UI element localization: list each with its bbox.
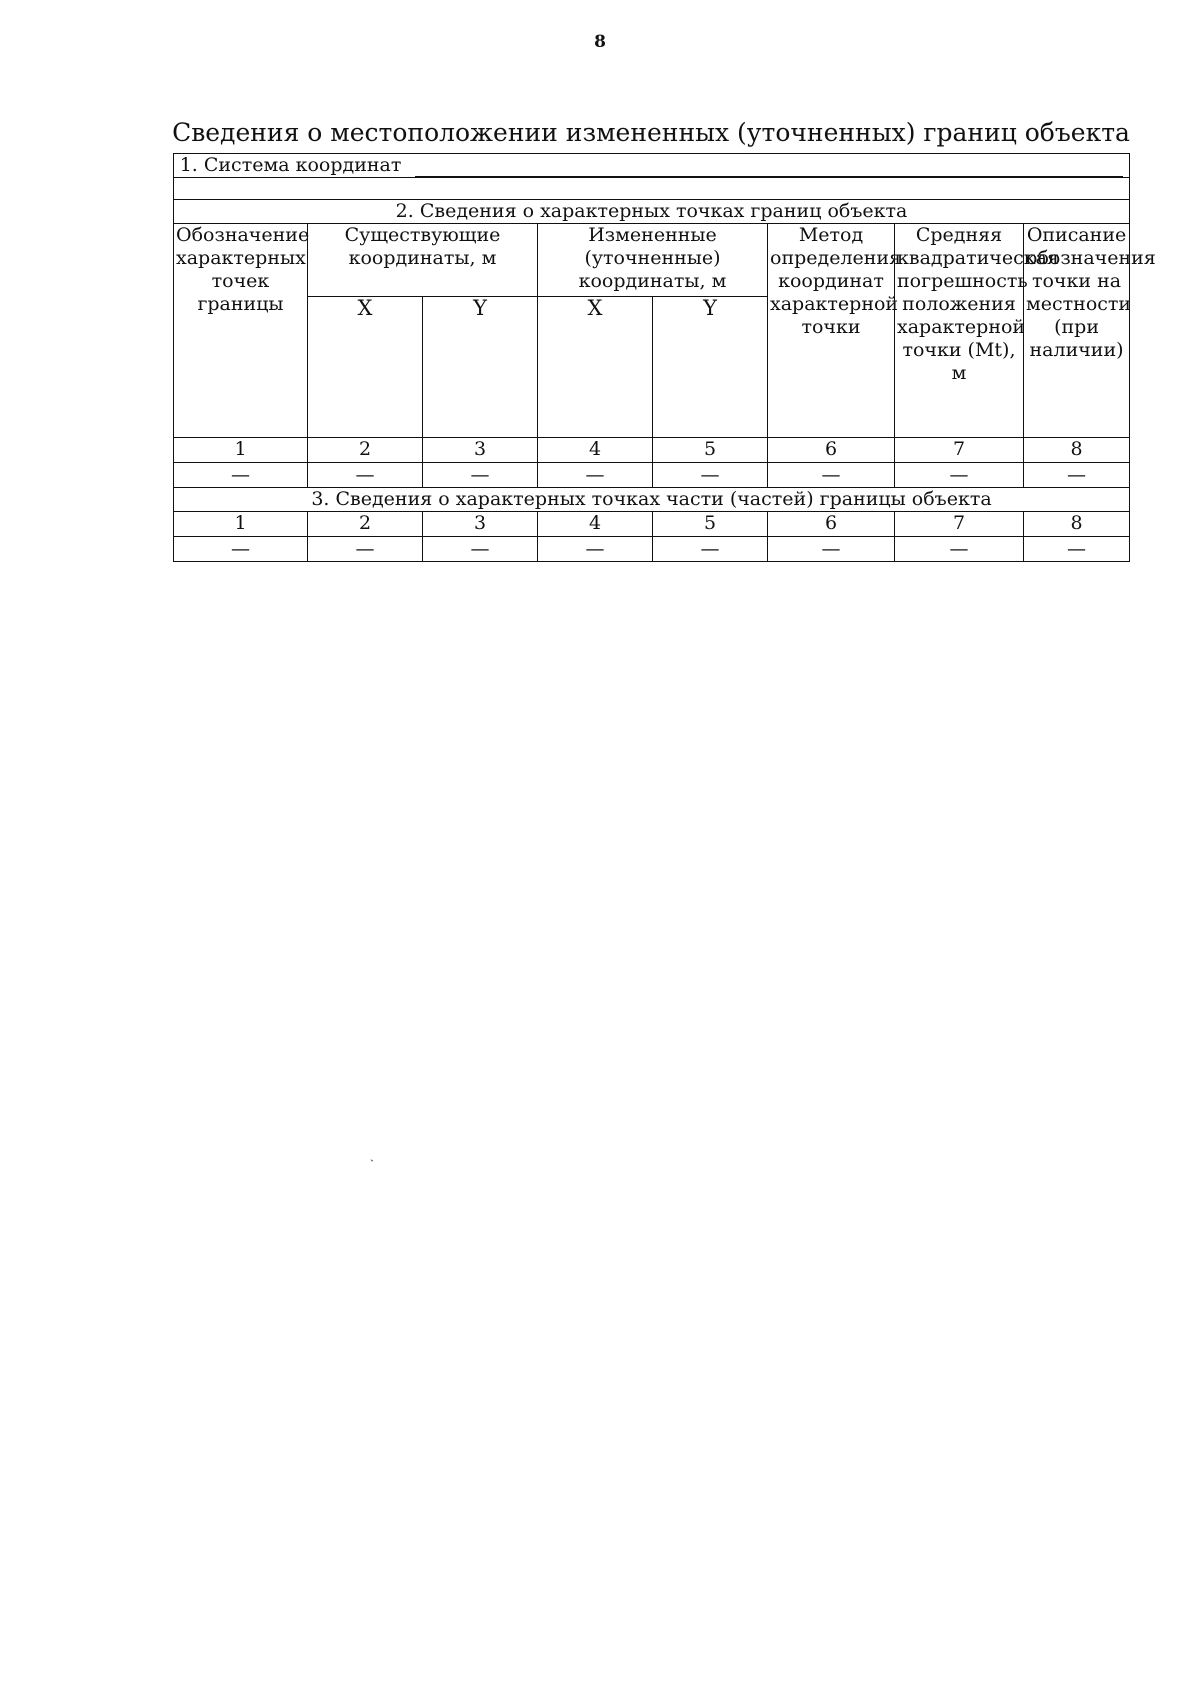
section2-title: 2. Сведения о характерных точках границ объекта [174, 200, 1130, 224]
header-existing-coordinates: Существующие координаты, м [308, 224, 538, 297]
column-number: 5 [653, 512, 768, 537]
table-cell[interactable]: — [308, 537, 423, 562]
column-number: 7 [895, 512, 1024, 537]
table-cell[interactable]: — [308, 463, 423, 488]
table-cell[interactable]: — [653, 463, 768, 488]
header-method: Метод определения координат характерной точки [768, 224, 895, 438]
table-cell[interactable]: — [174, 463, 308, 488]
table-cell[interactable]: — [423, 537, 538, 562]
column-number: 6 [768, 438, 895, 463]
header-changed-coordinates: Измененные (уточненные) координаты, м [538, 224, 768, 297]
column-number: 3 [423, 438, 538, 463]
column-numbers-row [174, 512, 1130, 537]
header-changed-x: X [538, 297, 653, 438]
table-cell[interactable]: — [768, 537, 895, 562]
header-changed-y: Y [653, 297, 768, 438]
column-number: 1 [174, 512, 308, 537]
column-number: 7 [895, 438, 1024, 463]
header-existing-x: X [308, 297, 423, 438]
section2-row [174, 200, 1130, 224]
table-cell[interactable]: — [768, 463, 895, 488]
column-number: 1 [174, 438, 308, 463]
coordinate-system-cell [174, 154, 1130, 178]
blank-row [174, 178, 1130, 200]
column-number: 8 [1024, 512, 1130, 537]
column-number: 4 [538, 512, 653, 537]
table-cell[interactable]: — [1024, 463, 1130, 488]
header-description: Описание обозначения точки на местности (при наличии) [1024, 224, 1130, 438]
column-number: 2 [308, 512, 423, 537]
section3-row [174, 488, 1130, 512]
table-cell[interactable]: — [538, 463, 653, 488]
table-cell[interactable]: — [538, 537, 653, 562]
header-designation: Обозначение характерных точек границы [174, 224, 308, 438]
table-cell[interactable]: — [895, 463, 1024, 488]
table-cell[interactable]: — [653, 537, 768, 562]
section3-title: 3. Сведения о характерных точках части (частей) границы объекта [174, 488, 1130, 512]
stray-mark: ˎ [370, 1148, 374, 1162]
boundary-points-table [173, 153, 1156, 562]
header-error: Средняя квадратическая погрешность положения характерной точки (Mt), м [895, 224, 1024, 438]
table-cell[interactable]: — [1024, 537, 1130, 562]
document-title: Сведения о местоположении измененных (уточненных) границ объекта [172, 118, 1130, 147]
coordinate-system-label: 1. Система координат [179, 154, 402, 176]
table-cell[interactable]: — [174, 537, 308, 562]
column-number: 2 [308, 438, 423, 463]
table-row [174, 463, 1130, 488]
header-row [174, 224, 1130, 297]
column-number: 8 [1024, 438, 1130, 463]
column-number: 4 [538, 438, 653, 463]
coordinate-system-row [174, 154, 1130, 178]
column-number: 3 [423, 512, 538, 537]
coordinate-system-field[interactable] [415, 157, 1123, 177]
column-numbers-row [174, 438, 1130, 463]
table-row [174, 537, 1130, 562]
table-cell[interactable]: — [895, 537, 1024, 562]
column-number: 6 [768, 512, 895, 537]
header-existing-y: Y [423, 297, 538, 438]
column-number: 5 [653, 438, 768, 463]
blank-cell [174, 178, 1130, 200]
table-cell[interactable]: — [423, 463, 538, 488]
page-number: 8 [594, 32, 606, 52]
